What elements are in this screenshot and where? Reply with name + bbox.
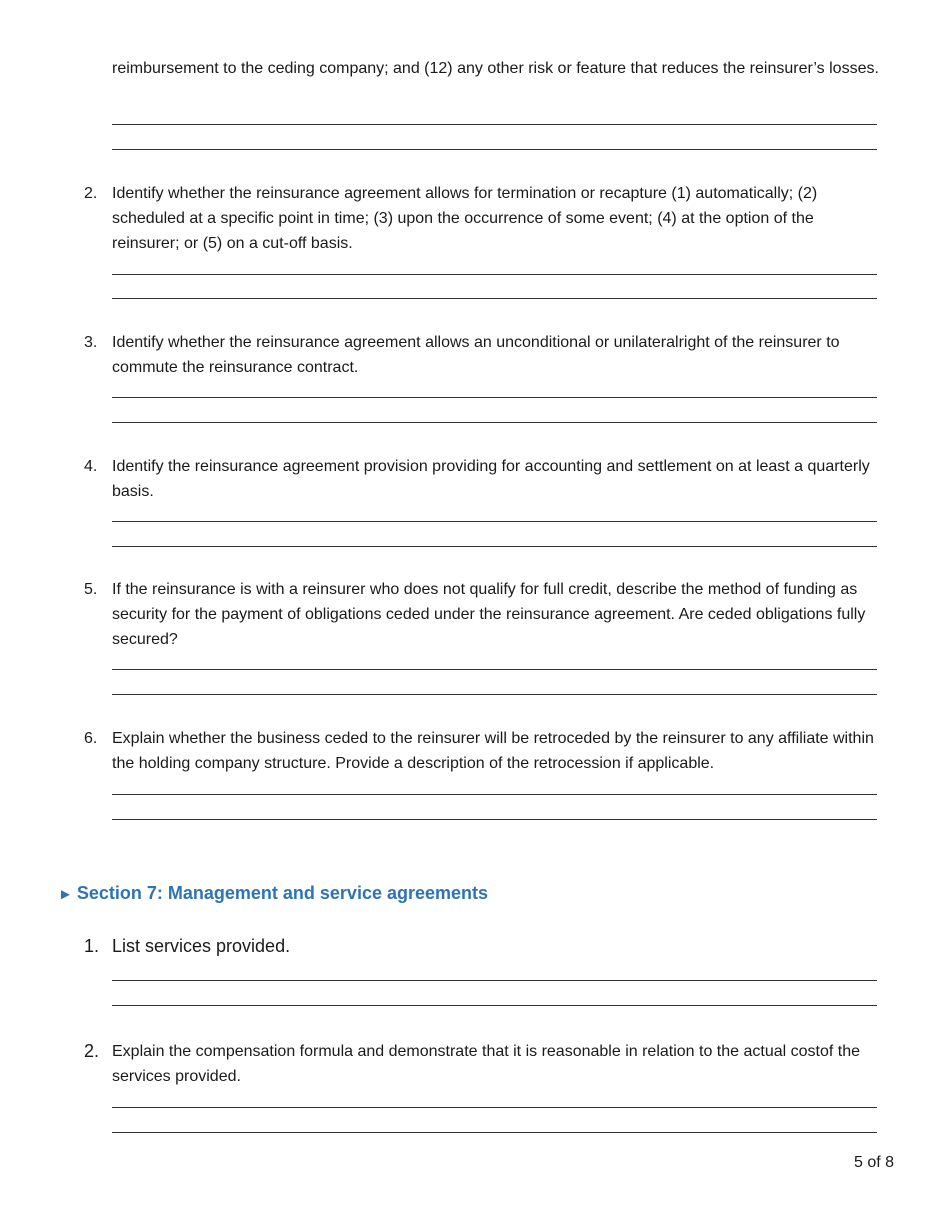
item-number: 6. [84,730,98,747]
answer-line [112,1005,877,1006]
answer-line [112,422,877,423]
answer-line [112,1107,877,1108]
answer-line [112,1132,877,1133]
answer-line [112,980,877,981]
answer-line [112,274,877,275]
item-number: 1. [84,936,100,956]
answer-line [112,298,877,299]
item-number: 5. [84,581,98,598]
section-title: Section 7: Management and service agreements [76,883,489,903]
item-number: 2. [84,1041,100,1061]
item-number: 4. [84,458,98,475]
answer-line [112,819,877,820]
answer-line [112,397,877,398]
item-number: 3. [84,334,98,351]
item-number: 2. [84,185,98,202]
section-heading [58,880,488,908]
answer-line [112,546,877,547]
answer-line [112,694,877,695]
continuation-text: reimbursement to the ceding company; and (12) any other risk or feature that reduces the reinsurer’s losses. [112,60,879,77]
answer-line [112,794,877,795]
question-text: Identify whether the reinsurance agreement allows for termination or recapture (1) automatically; (2) scheduled at a specific point in time; (3) upon the occurrence of some event; (4) at the option of the reinsurer; or (5) on a cut-off basis. [112,185,818,252]
question-text: If the reinsurance is with a reinsurer who does not qualify for full credit, describe the method of funding as security for the payment of obligations ceded under the reinsurance agreement. Are ceded obligations fully secured? [112,581,866,648]
answer-line [112,521,877,522]
page-number: 5 of 8 [853,1154,894,1171]
answer-line [112,149,877,150]
question-text: Explain whether the business ceded to the reinsurer will be retroceded by the reinsurer to any affiliate within the holding company structure. Provide a description of the retrocession if applicable. [112,730,874,772]
triangle-bullet-icon: ► [58,886,73,903]
question-text: Identify the reinsurance agreement provision providing for accounting and settlement on at least a quarterly basis. [112,458,870,500]
question-text: List services provided. [112,936,291,956]
question-text: Identify whether the reinsurance agreement allows an unconditional or unilateralright of the reinsurer to commute the reinsurance contract. [112,334,840,376]
answer-line [112,669,877,670]
answer-line [112,124,877,125]
question-text: Explain the compensation formula and demonstrate that it is reasonable in relation to the actual costof the services provided. [112,1043,860,1085]
